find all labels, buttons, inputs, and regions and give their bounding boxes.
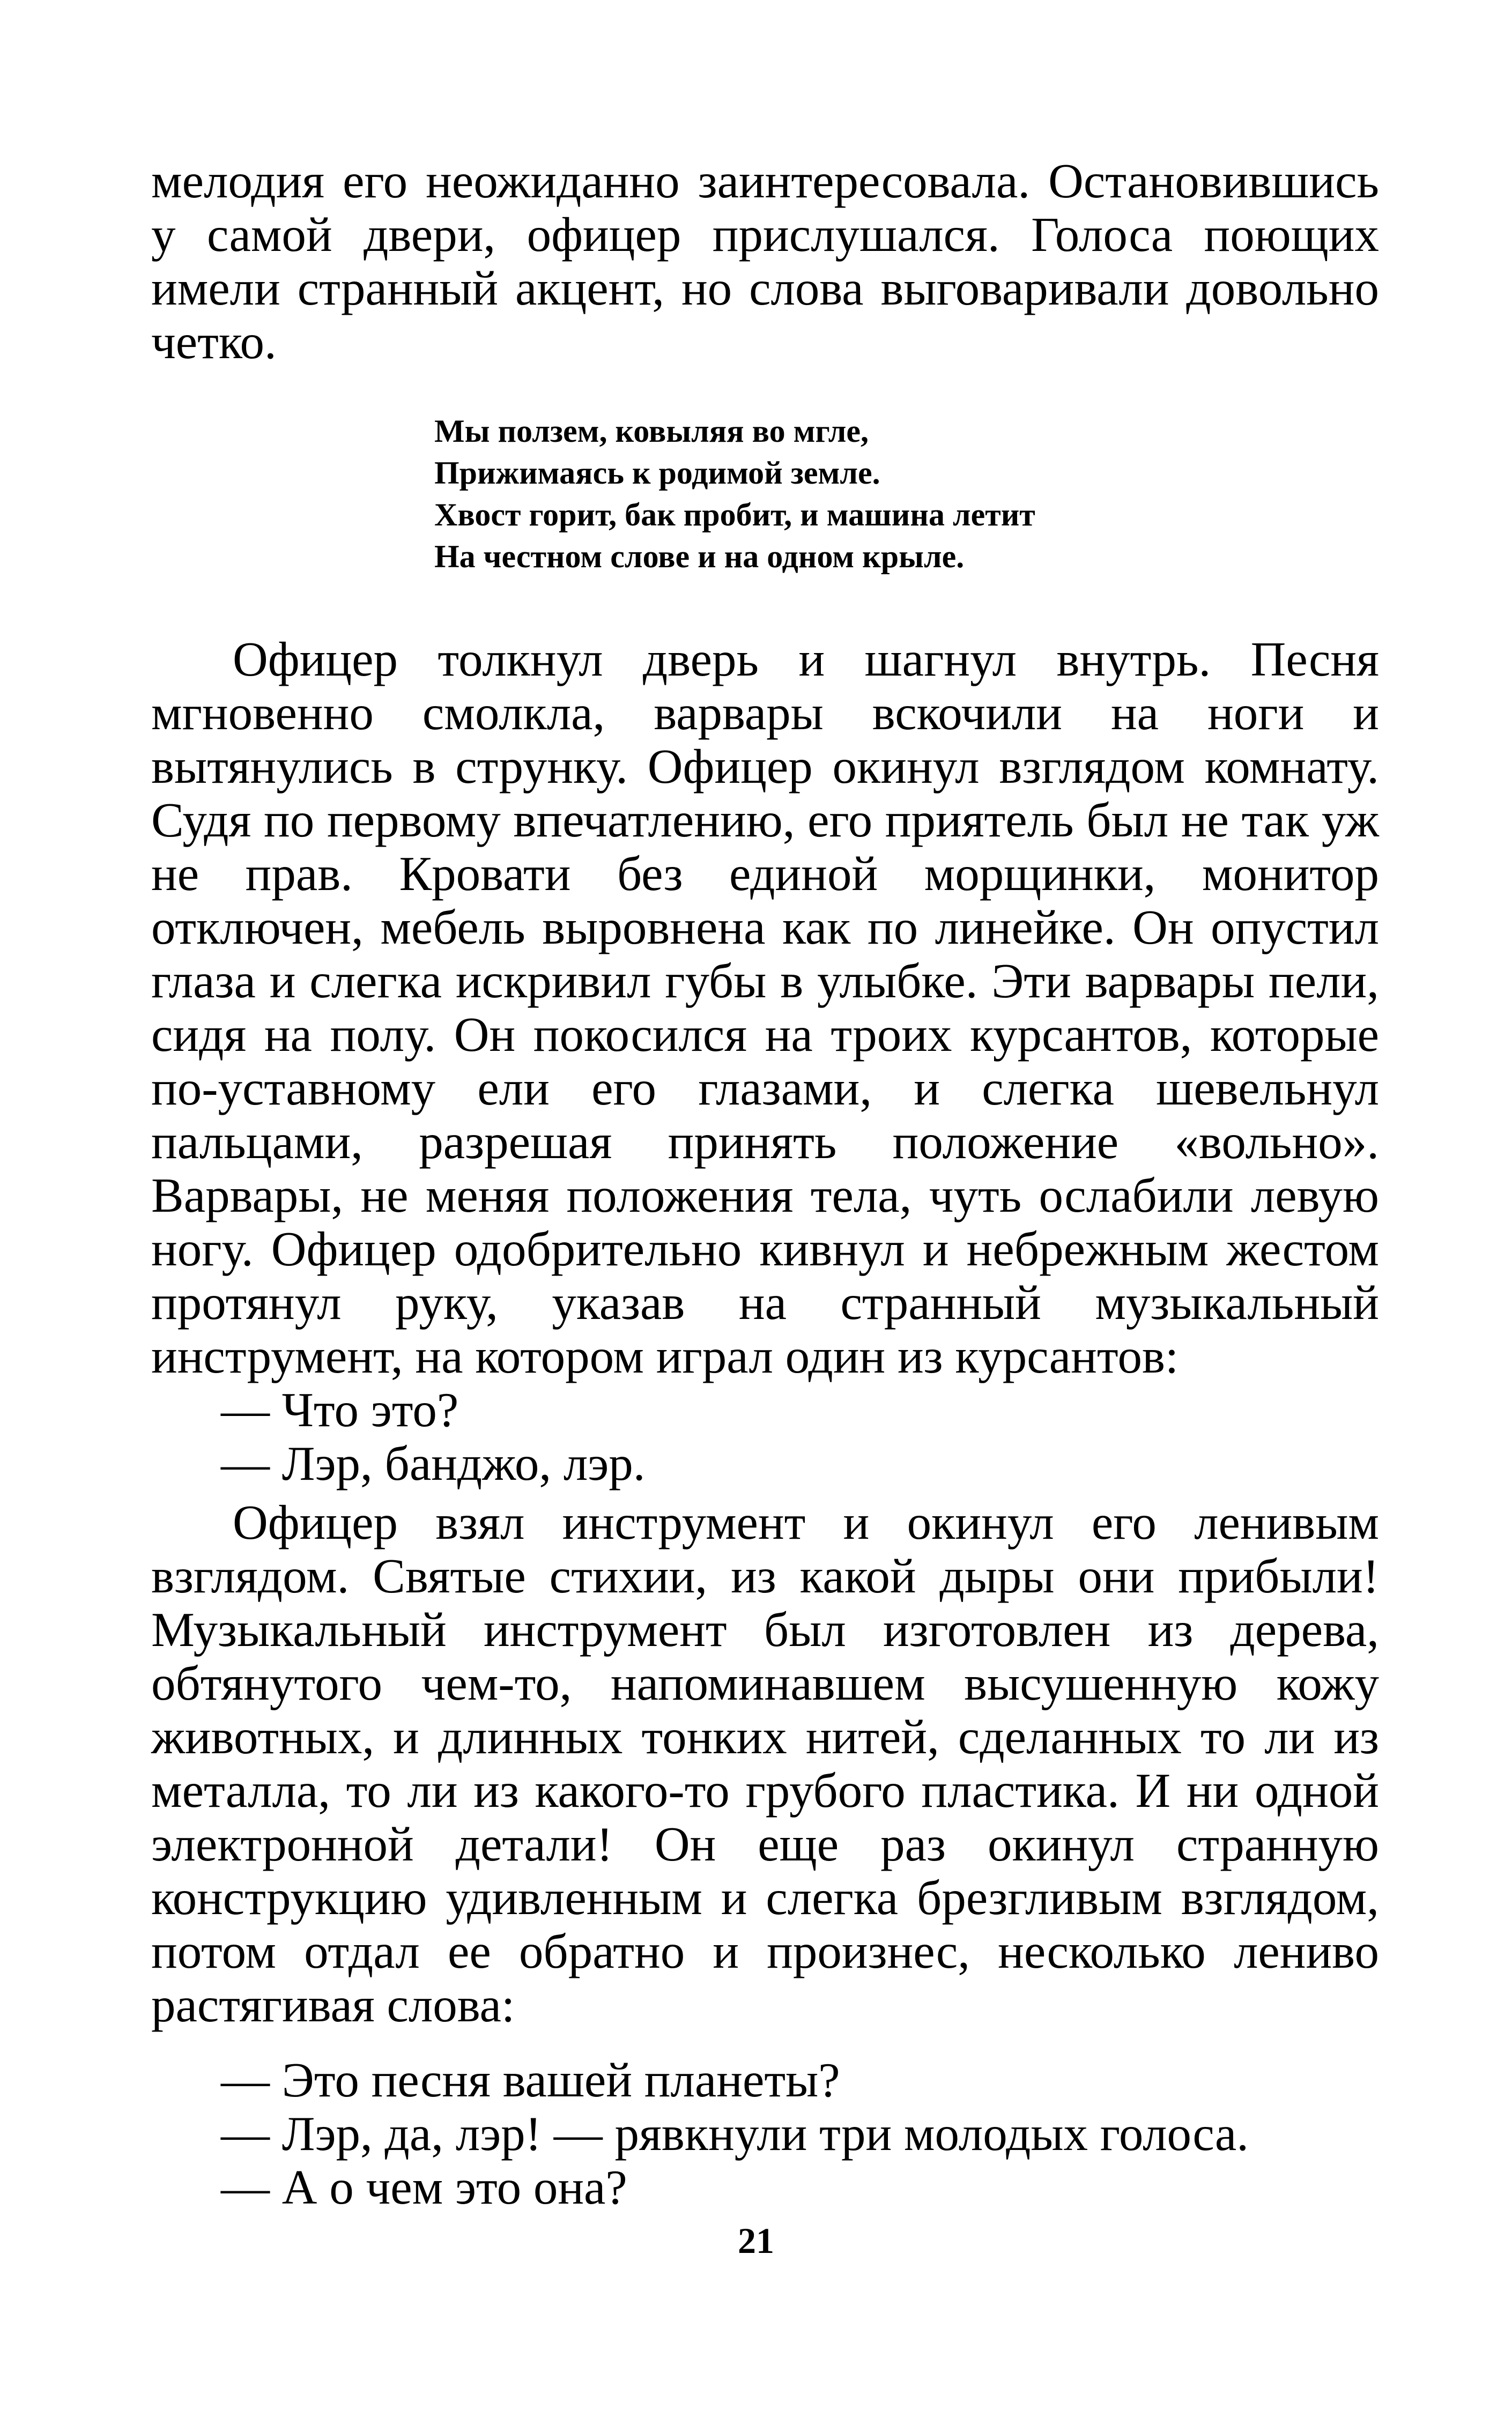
poem-line: На честном слове и на одном крыле. <box>434 539 965 574</box>
poem-line: Хвост горит, бак пробит, и машина летит <box>434 497 1035 532</box>
intro-paragraph: мелодия его неожиданно заинтересовала. Остановившись у самой двери, офицер прислушался. Голоса поющих имели странный акцент, но слова выговаривали довольно четко. <box>151 154 1379 369</box>
dialog-line: — Это песня вашей планеты? <box>221 2053 840 2107</box>
dialog-line: — Лэр, банджо, лэр. <box>221 1436 646 1491</box>
poem-line: Прижимаясь к родимой земле. <box>434 455 880 491</box>
dialog-line: — Лэр, да, лэр! — рявкнули три молодых голоса. <box>221 2107 1249 2161</box>
poem-stanza <box>434 410 1035 577</box>
poem-line: Мы ползем, ковыляя во мгле, <box>434 413 869 449</box>
dialog-line: — А о чем это она? <box>221 2160 627 2214</box>
dialog-line: — Что это? <box>221 1383 459 1437</box>
paragraph-officer-enters: Офицер толкнул дверь и шагнул внутрь. Песня мгновенно смолкла, варвары вскочили на ноги и вытянулись в струнку. Офицер окинул взглядом комнату. Судя по первому впечатлению, его приятель был не так уж не прав. Кровати без единой морщинки, монитор отключен, мебель выровнена как по линейке. Он опустил глаза и слегка искривил губы в улыбке. Эти варвары пели, сидя на полу. Он покосился на троих курсантов, которые по-уставному ели его глазами, и слегка шевельнул пальцами, разрешая принять положение «вольно». Варвары, не меняя положения тела, чуть ослабили левую ногу. Офицер одобрительно кивнул и небрежным жестом протянул руку, указав на странный музыкальный инструмент, на котором играл один из курсантов: <box>151 632 1379 1383</box>
page-number: 21 <box>738 2220 774 2261</box>
paragraph-instrument: Офицер взял инструмент и окинул его ленивым взглядом. Святые стихии, из какой дыры они прибыли! Музыкальный инструмент был изготовлен из дерева, обтянутого чем-то, напоминавшем высушенную кожу животных, и длинных тонких нитей, сделанных то ли из металла, то ли из какого-то грубого пластика. И ни одной электронной детали! Он еще раз окинул странную конструкцию удивленным и слегка брезгливым взглядом, потом отдал ее обратно и произнес, несколько лениво растягивая слова: <box>151 1495 1379 2032</box>
